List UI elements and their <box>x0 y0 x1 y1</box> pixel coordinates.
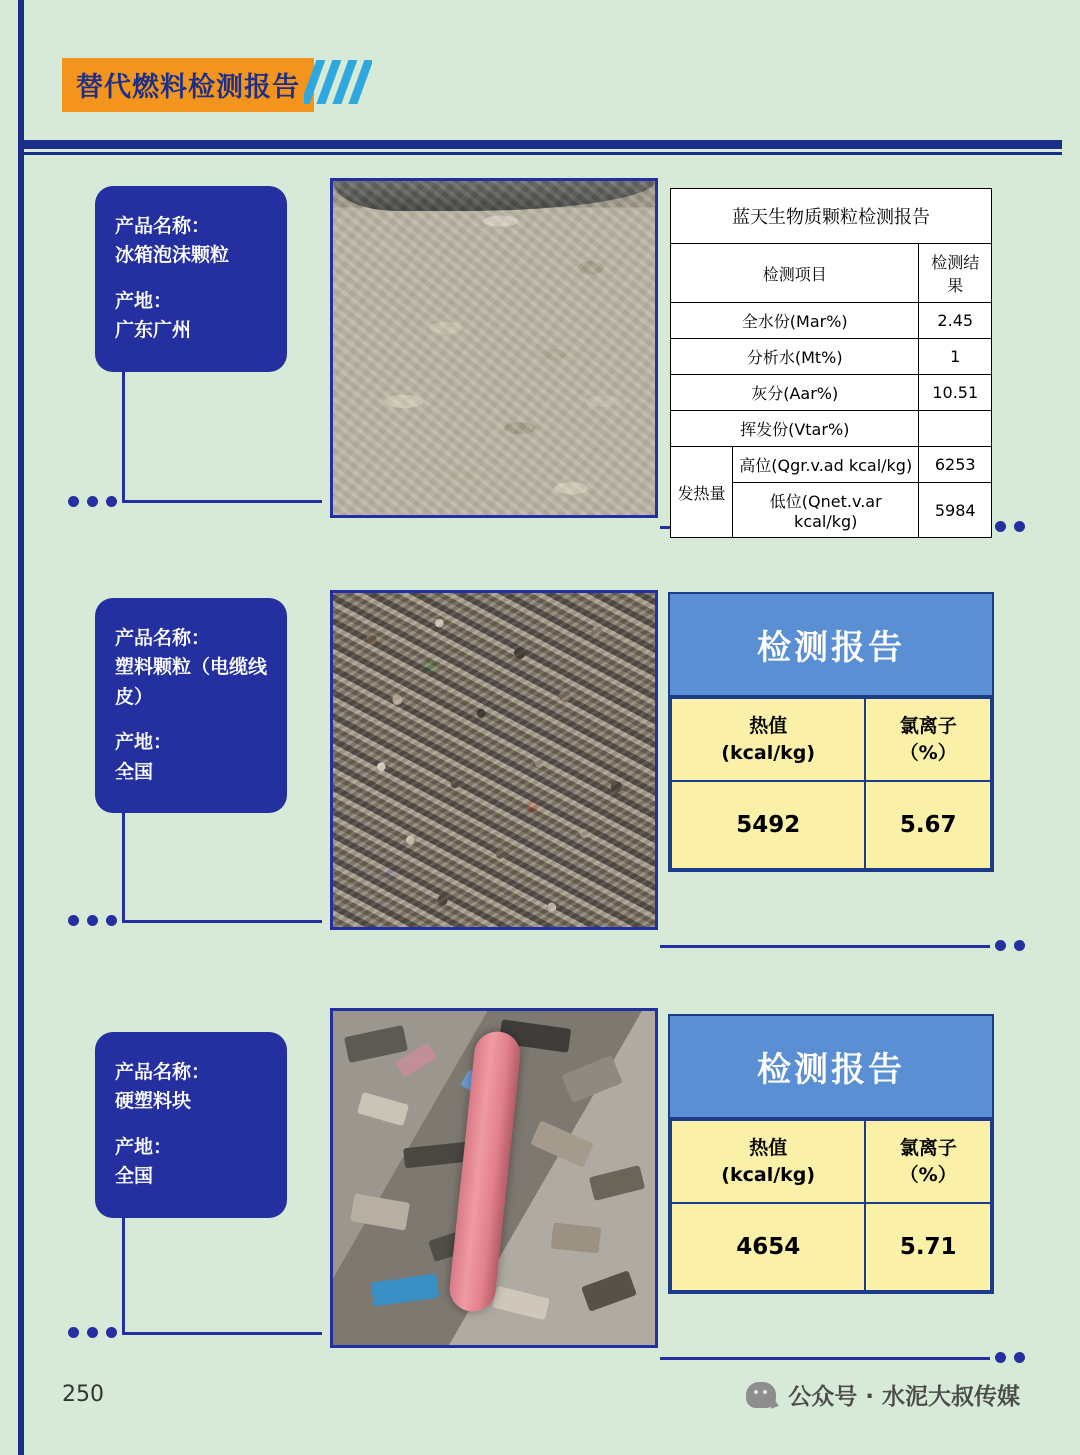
chlorine-value-3: 5.71 <box>865 1203 991 1291</box>
cell-result: 2.45 <box>919 303 992 339</box>
heating-value-label-2: 热值 <box>749 715 788 737</box>
table-row <box>671 303 992 339</box>
cell-result: 10.51 <box>919 375 992 411</box>
chlorine-unit-3: （%） <box>899 1163 957 1186</box>
cell-item: 挥发份(Vtar%) <box>671 411 919 447</box>
table-header-result-1: 检测结果 <box>919 244 992 303</box>
table-row <box>671 339 992 375</box>
page-number: 250 <box>62 1382 104 1407</box>
product-label-card-1 <box>95 186 287 372</box>
product-name-key-1: 产品名称： <box>115 215 211 237</box>
heating-value-unit-3: (kcal/kg) <box>721 1163 816 1186</box>
product-row-3 <box>0 1002 1080 1362</box>
table-row <box>671 411 992 447</box>
table-header-item-1: 检测项目 <box>671 244 919 303</box>
diagonal-stripes-icon <box>304 60 372 104</box>
cell-item: 低位(Qnet.v.ar kcal/kg) <box>733 483 919 538</box>
hard-plastic-chunks-photo <box>330 1008 658 1348</box>
footer-brand <box>746 1378 1020 1411</box>
wechat-icon <box>746 1382 776 1408</box>
test-report-card-3 <box>668 1014 994 1294</box>
heating-value-3: 4654 <box>671 1203 865 1291</box>
cell-item: 高位(Qgr.v.ad kcal/kg) <box>733 447 919 483</box>
heating-value-header-2 <box>671 698 865 781</box>
heating-value-header-3 <box>671 1120 865 1203</box>
chlorine-header-2 <box>865 698 991 781</box>
page-header <box>62 58 382 106</box>
connector-right-3 <box>660 1357 990 1360</box>
cell-result: 1 <box>919 339 992 375</box>
connector-left-3 <box>122 1200 322 1335</box>
shredded-cable-sheath-photo <box>330 590 658 930</box>
header-title: 替代燃料检测报告 <box>62 58 314 112</box>
heating-value-unit-2: (kcal/kg) <box>721 741 816 764</box>
test-report-card-2 <box>668 592 994 872</box>
chlorine-label-2: 氯离子 <box>899 715 957 737</box>
product-origin-key-3: 产地： <box>115 1135 173 1158</box>
header-divider-thin <box>18 152 1062 155</box>
biomass-pellets-photo <box>330 178 658 518</box>
table-row <box>671 1120 991 1203</box>
report-card-title-3: 检测报告 <box>670 1016 992 1119</box>
product-origin-value-2: 全国 <box>115 760 154 783</box>
report-card-title-2: 检测报告 <box>670 594 992 697</box>
connector-left-2 <box>122 776 322 923</box>
product-row-2 <box>0 590 1080 950</box>
table-row <box>671 447 992 483</box>
cell-result <box>919 411 992 447</box>
pellet-test-table <box>670 188 992 538</box>
table-row <box>671 1203 991 1291</box>
table-row <box>671 375 992 411</box>
chlorine-value-2: 5.67 <box>865 781 991 869</box>
cell-item: 分析水(Mt%) <box>671 339 919 375</box>
footer-brand-text: 公众号 · 水泥大叔传媒 <box>788 1384 1020 1410</box>
product-name-key-3: 产品名称： <box>115 1061 211 1083</box>
chlorine-header-3 <box>865 1120 991 1203</box>
decor-dots-right-3 <box>995 1352 1025 1363</box>
product-name-value-3: 硬塑料块 <box>115 1090 192 1113</box>
chlorine-label-3: 氯离子 <box>899 1137 957 1159</box>
product-origin-value-3: 全国 <box>115 1165 154 1188</box>
product-origin-key-1: 产地： <box>115 289 173 312</box>
product-name-key-2: 产品名称： <box>115 627 211 649</box>
cell-result: 5984 <box>919 483 992 538</box>
chlorine-unit-2: （%） <box>899 741 957 764</box>
decor-dots-right-2 <box>995 940 1025 951</box>
heating-value-label-3: 热值 <box>749 1137 788 1159</box>
heating-value-2: 5492 <box>671 781 865 869</box>
decor-dots-left-3 <box>68 1327 117 1338</box>
table-title-1: 蓝天生物质颗粒检测报告 <box>671 189 992 244</box>
connector-right-2 <box>660 945 990 948</box>
table-row <box>671 781 991 869</box>
cell-item: 灰分(Aar%) <box>671 375 919 411</box>
decor-dots-left-1 <box>68 496 117 507</box>
cell-item: 全水份(Mar%) <box>671 303 919 339</box>
product-origin-value-1: 广东广州 <box>115 319 192 342</box>
header-divider <box>18 140 1062 149</box>
decor-dots-right-1 <box>995 521 1025 532</box>
product-origin-key-2: 产地： <box>115 731 173 754</box>
table-row <box>671 698 991 781</box>
connector-left-1 <box>122 358 322 503</box>
product-name-value-2: 塑料颗粒（电缆线皮） <box>115 656 268 708</box>
product-row-1 <box>0 178 1080 538</box>
decor-dots-left-2 <box>68 915 117 926</box>
cell-group-label: 发热量 <box>671 447 733 538</box>
product-label-card-3 <box>95 1032 287 1218</box>
cell-result: 6253 <box>919 447 992 483</box>
product-name-value-1: 冰箱泡沫颗粒 <box>115 244 230 267</box>
